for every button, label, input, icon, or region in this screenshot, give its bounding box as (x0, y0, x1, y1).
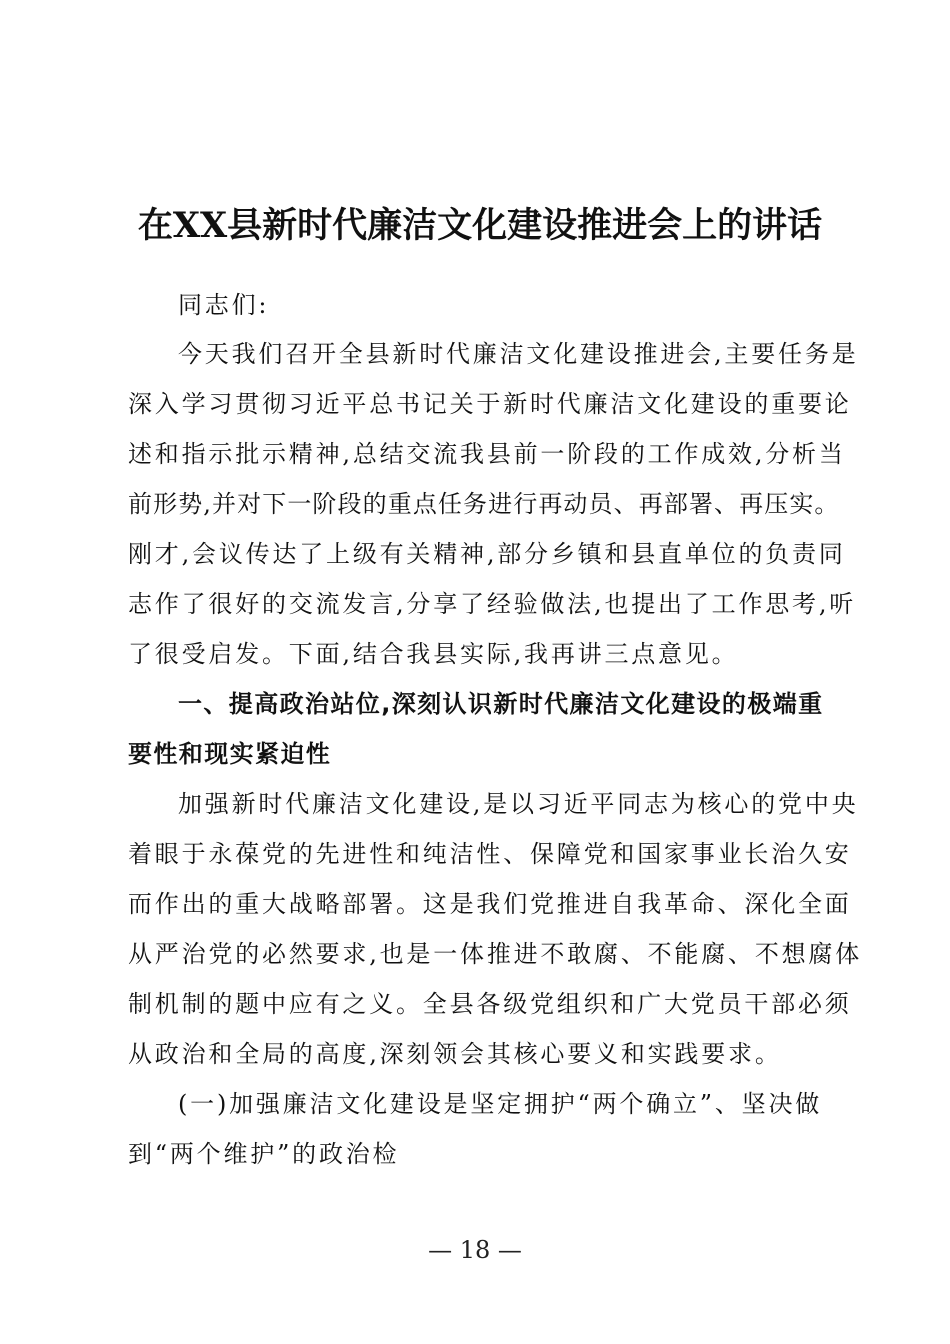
paragraph-2-line-4: 从严治党的必然要求,也是一体推进不敢腐、不能腐、不想腐体 (128, 940, 863, 968)
paragraph-1-line-4: 前形势,并对下一阶段的重点任务进行再动员、再部署、再压实。 (128, 490, 840, 518)
paragraph-2-line-5: 制机制的题中应有之义。全县各级党组织和广大党员干部必须 (128, 990, 852, 1018)
paragraph-2-line-1: 加强新时代廉洁文化建设,是以习近平同志为核心的党中央 (178, 790, 859, 818)
speech-title: 在XX县新时代廉洁文化建设推进会上的讲话 (137, 205, 823, 247)
paragraph-2-line-3: 而作出的重大战略部署。这是我们党推进自我革命、深化全面 (128, 890, 852, 918)
salutation: 同志们: (178, 291, 270, 319)
section-1-heading-line-2: 要性和现实紧迫性 (128, 740, 332, 768)
page-number: — 18 — (428, 1236, 522, 1264)
subheading-1-line-1: (一)加强廉洁文化建设是坚定拥护“两个确立”、坚决做 (178, 1090, 823, 1118)
paragraph-1-line-7: 了很受启发。下面,结合我县实际,我再讲三点意见。 (128, 640, 739, 668)
paragraph-1-line-2: 深入学习贯彻习近平总书记关于新时代廉洁文化建设的重要论 (128, 390, 852, 418)
paragraph-1-line-3: 述和指示批示精神,总结交流我县前一阶段的工作成效,分析当 (128, 440, 846, 468)
paragraph-2-line-6: 从政治和全局的高度,深刻领会其核心要义和实践要求。 (128, 1040, 782, 1068)
paragraph-1-line-6: 志作了很好的交流发言,分享了经验做法,也提出了工作思考,听 (128, 590, 857, 618)
section-1-heading-line-1: 一、提高政治站位,深刻认识新时代廉洁文化建设的极端重 (178, 690, 824, 718)
subheading-1-line-2: 到“两个维护”的政治检 (128, 1140, 400, 1168)
paragraph-1-line-5: 刚才,会议传达了上级有关精神,部分乡镇和县直单位的负责同 (128, 540, 846, 568)
paragraph-1-line-1: 今天我们召开全县新时代廉洁文化建设推进会,主要任务是 (178, 340, 859, 368)
paragraph-2-line-2: 着眼于永葆党的先进性和纯洁性、保障党和国家事业长治久安 (128, 840, 852, 868)
